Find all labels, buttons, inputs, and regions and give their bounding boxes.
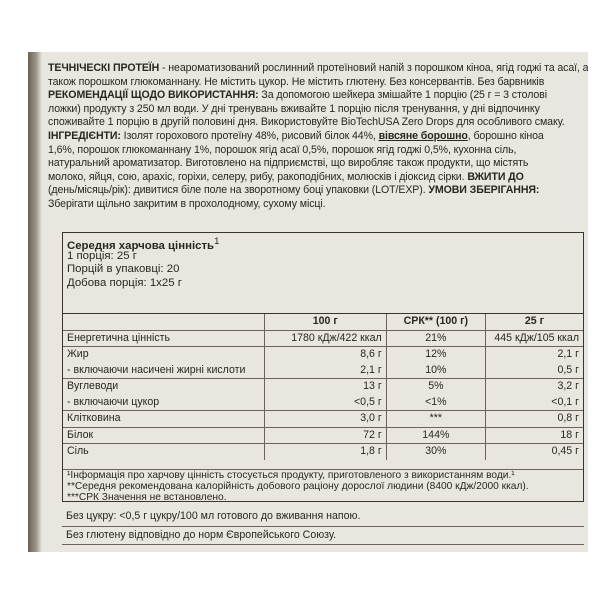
- ingredients-line-2: 1,6%, порошок глюкоманнану 1%, порошок ягід асаї 0,5%, порошок ягід годжі 0,5%, кухонна сіль,: [48, 143, 517, 156]
- header-per-25g: 25 г: [485, 314, 583, 331]
- intro-line-2: також порошком глюкоманнану. Не містить цукор. Не містить глютену. Без консервантів. Без барвників: [48, 75, 545, 88]
- footnote-2: **Середня рекомендована калорійність добового раціону дорослої людини (8400 кДж/2000 ккал).: [67, 481, 529, 492]
- nutrient-name: - включаючи цукор: [67, 395, 160, 408]
- value-rda: 10%: [386, 363, 485, 379]
- value-per-25g: 445 кДж/105 ккал: [485, 330, 583, 347]
- recommendations-line-2: ложки) продукту з 250 мл води. У дні тренувань вживайте 1 порцію після тренування, у дні відпочинку: [48, 102, 540, 115]
- value-per-25g: 3,2 г: [485, 379, 583, 395]
- value-per-100g: 1,8 г: [264, 444, 386, 460]
- ingredients-line-5: (день/місяць/рік): дивитися біле поле на зворотному боці упаковки (LOT/EXP). УМОВИ ЗБЕРІГАННЯ:: [48, 184, 540, 197]
- value-per-100g: 1780 кДж/422 ккал: [264, 330, 386, 347]
- value-rda: 12%: [386, 347, 485, 363]
- sugar-free-claim: Без цукру: <0,5 г цукру/100 мл готового до вживання напою.: [62, 508, 584, 527]
- value-per-25g: 2,1 г: [485, 347, 583, 363]
- nutrient-name: Енергетична цінність: [63, 330, 264, 347]
- value-per-25g: 18 г: [485, 427, 583, 444]
- recommendations-line-3: споживайте 1 порцію в другій половині дня. Використовуйте BioTechUSA Zero Drops для особливого смаку.: [48, 116, 565, 129]
- storage-line: Зберігати щільно закритим в прохолодному, сухому місці.: [48, 197, 326, 210]
- value-per-100g: 8,6 г: [264, 347, 386, 363]
- nutrient-name: - включаючи насичені жирні кислоти: [67, 363, 246, 376]
- value-per-100g: <0,5 г: [264, 395, 386, 411]
- nutrient-name: Клітковина: [63, 411, 264, 428]
- nutrient-name: Білок: [63, 427, 264, 444]
- table-row: [63, 427, 583, 444]
- table-row: [63, 395, 583, 411]
- nutrition-panel-head: Середня харчова цінність$^1$ 1 порція: 25 г Порцій в упаковці: 20 Добова порція: 1x25 г: [63, 233, 583, 289]
- value-per-100g: 13 г: [264, 379, 386, 395]
- footnote-3: ***СРК Значення не встановлено.: [67, 492, 227, 503]
- nutrition-panel: [62, 232, 584, 502]
- nutrition-title: Середня харчова цінність: [67, 239, 215, 252]
- footnotes: [63, 469, 583, 503]
- allergen-oat: вівсяне борошно: [378, 129, 468, 142]
- table-header-row: [63, 314, 583, 331]
- package-edge: [28, 52, 42, 552]
- nutrient-name: Сіль: [63, 444, 264, 460]
- ingredients-line-4: молоко, яйця, сою, арахіс, горіхи, селеру, рибу, ракоподібних, молюсків і діоксид сірки. ВЖИТИ ДО: [48, 170, 524, 183]
- product-label: [28, 52, 588, 552]
- table-row: [63, 330, 583, 347]
- nutrient-name: Жир: [63, 347, 264, 363]
- serving-size: 1 порція: 25 г: [67, 249, 137, 262]
- value-per-100g: 3,0 г: [264, 411, 386, 428]
- header-per-100g: 100 г: [264, 314, 386, 331]
- claims-block: [62, 508, 584, 545]
- nutrition-table: [63, 313, 583, 460]
- value-rda: ***: [386, 411, 485, 428]
- value-per-25g: 0,45 г: [485, 444, 583, 460]
- daily-portion: Добова порція: 1x25 г: [67, 276, 182, 289]
- value-rda: 21%: [386, 330, 485, 347]
- value-per-25g: 0,5 г: [485, 363, 583, 379]
- value-rda: 5%: [386, 379, 485, 395]
- value-per-100g: 2,1 г: [264, 363, 386, 379]
- servings-per-pack: Порцій в упаковці: 20: [67, 263, 180, 275]
- ingredients-line-1: ІНГРЕДІЄНТИ: Ізолят горохового протеїну 48%, рисовий білок 44%, вівсяне борошно, борошно кіноа: [48, 129, 544, 142]
- ingredients-line-3: натуральний ароматизатор. Виготовлено на підприємстві, що виробляє також продукти, що містять: [48, 157, 529, 170]
- nutrient-name: Вуглеводи: [63, 379, 264, 395]
- value-per-100g: 72 г: [264, 427, 386, 444]
- table-row: [63, 347, 583, 363]
- value-rda: <1%: [386, 395, 485, 411]
- intro-line-1: ТЕЧНІЧЕСКІ ПРОТЕЇН - неароматизований рослинний протеїновий напій з порошком кіноа, ягід годжі та асаї, а: [48, 62, 588, 74]
- value-per-25g: <0,1 г: [485, 395, 583, 411]
- table-row: [63, 411, 583, 428]
- header-name: [63, 314, 264, 331]
- table-row: [63, 379, 583, 395]
- table-row: [63, 363, 583, 379]
- gluten-free-claim: Без глютену відповідно до норм Європейського Союзу.: [62, 527, 584, 546]
- header-rda: СРК** (100 г): [386, 314, 485, 331]
- value-per-25g: 0,8 г: [485, 411, 583, 428]
- value-rda: 144%: [386, 427, 485, 444]
- label-text-block: [48, 62, 588, 212]
- footnote-1: ¹Інформація про харчову цінність стосується продукту, приготовленого з використанням води.¹: [67, 470, 515, 481]
- value-rda: 30%: [386, 444, 485, 460]
- table-row: [63, 444, 583, 460]
- recommendations-line-1: РЕКОМЕНДАЦІЇ ЩОДО ВИКОРИСТАННЯ: За допомогою шейкера змішайте 1 порцію (25 г = 3 столові: [48, 89, 547, 102]
